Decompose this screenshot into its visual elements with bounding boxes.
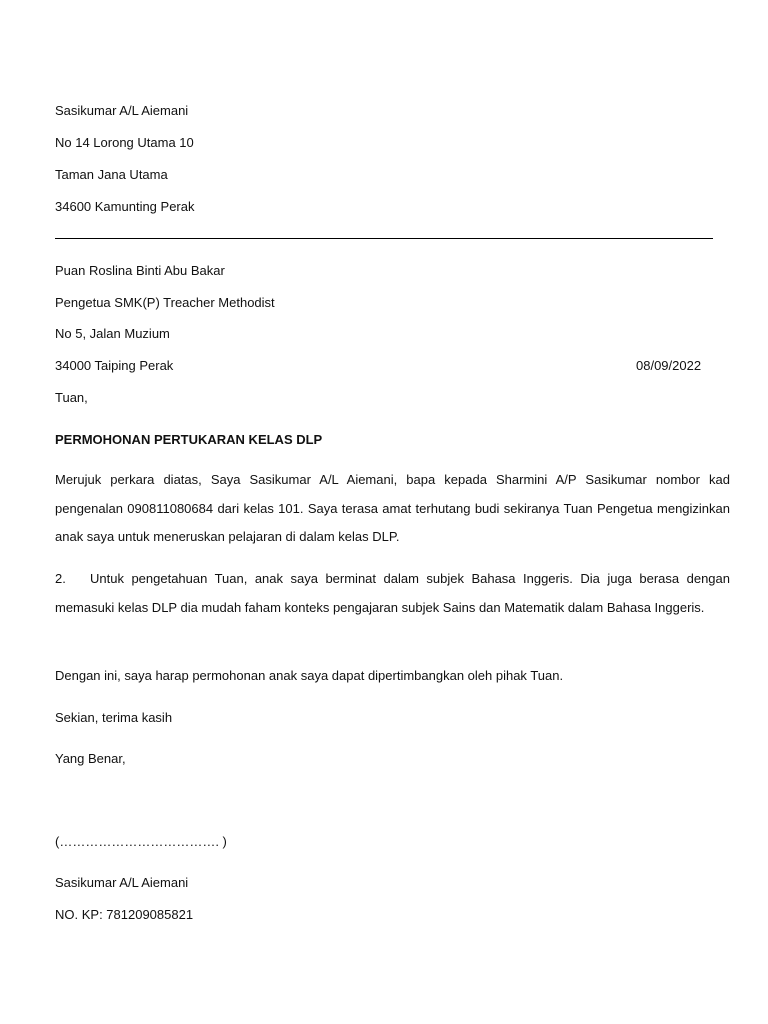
divider-line [55, 238, 713, 239]
recipient-address-line1: No 5, Jalan Muzium [55, 326, 170, 341]
sender-address-line1: No 14 Lorong Utama 10 [55, 135, 194, 150]
body-paragraph-1: Merujuk perkara diatas, Saya Sasikumar A/L Aiemani, bapa kepada Sharmini A/P Sasikumar nombor kad pengenalan 090811080684 dari kelas 101. Saya terasa amat terhutang budi sekiranya Tuan Pengetua mengizinkan anak saya untuk meneruskan pelajaran di dalam kelas DLP. [55, 472, 730, 544]
sender-address-line2: Taman Jana Utama [55, 167, 168, 182]
closing-thanks: Sekian, terima kasih [55, 710, 173, 725]
signatory-id-number: NO. KP: 781209085821 [55, 907, 194, 922]
body-paragraph-2 [55, 565, 730, 622]
recipient-title: Pengetua SMK(P) Treacher Methodist [55, 295, 275, 310]
recipient-name: Puan Roslina Binti Abu Bakar [55, 263, 225, 278]
sender-name: Sasikumar A/L Aiemani [55, 103, 189, 118]
letter-date: 08/09/2022 [636, 358, 702, 373]
signature-line: (………………………………. ) [55, 834, 227, 849]
closing-sign-off: Yang Benar, [55, 751, 126, 766]
recipient-address-line2: 34000 Taiping Perak [55, 358, 174, 373]
paragraph-number: 2. [55, 571, 66, 586]
salutation: Tuan, [55, 390, 88, 405]
letter-subject: PERMOHONAN PERTUKARAN KELAS DLP [55, 432, 323, 447]
sender-address-line3: 34600 Kamunting Perak [55, 199, 195, 214]
signatory-name: Sasikumar A/L Aiemani [55, 875, 189, 890]
body-paragraph-2-text: Untuk pengetahuan Tuan, anak saya berminat dalam subjek Bahasa Inggeris. Dia juga berasa dengan memasuki kelas DLP dia mudah faham konteks pengajaran subjek Sains dan Matematik dalam Bahasa Inggeris. [55, 571, 730, 615]
body-paragraph-3: Dengan ini, saya harap permohonan anak saya dapat dipertimbangkan oleh pihak Tuan. [55, 668, 564, 683]
